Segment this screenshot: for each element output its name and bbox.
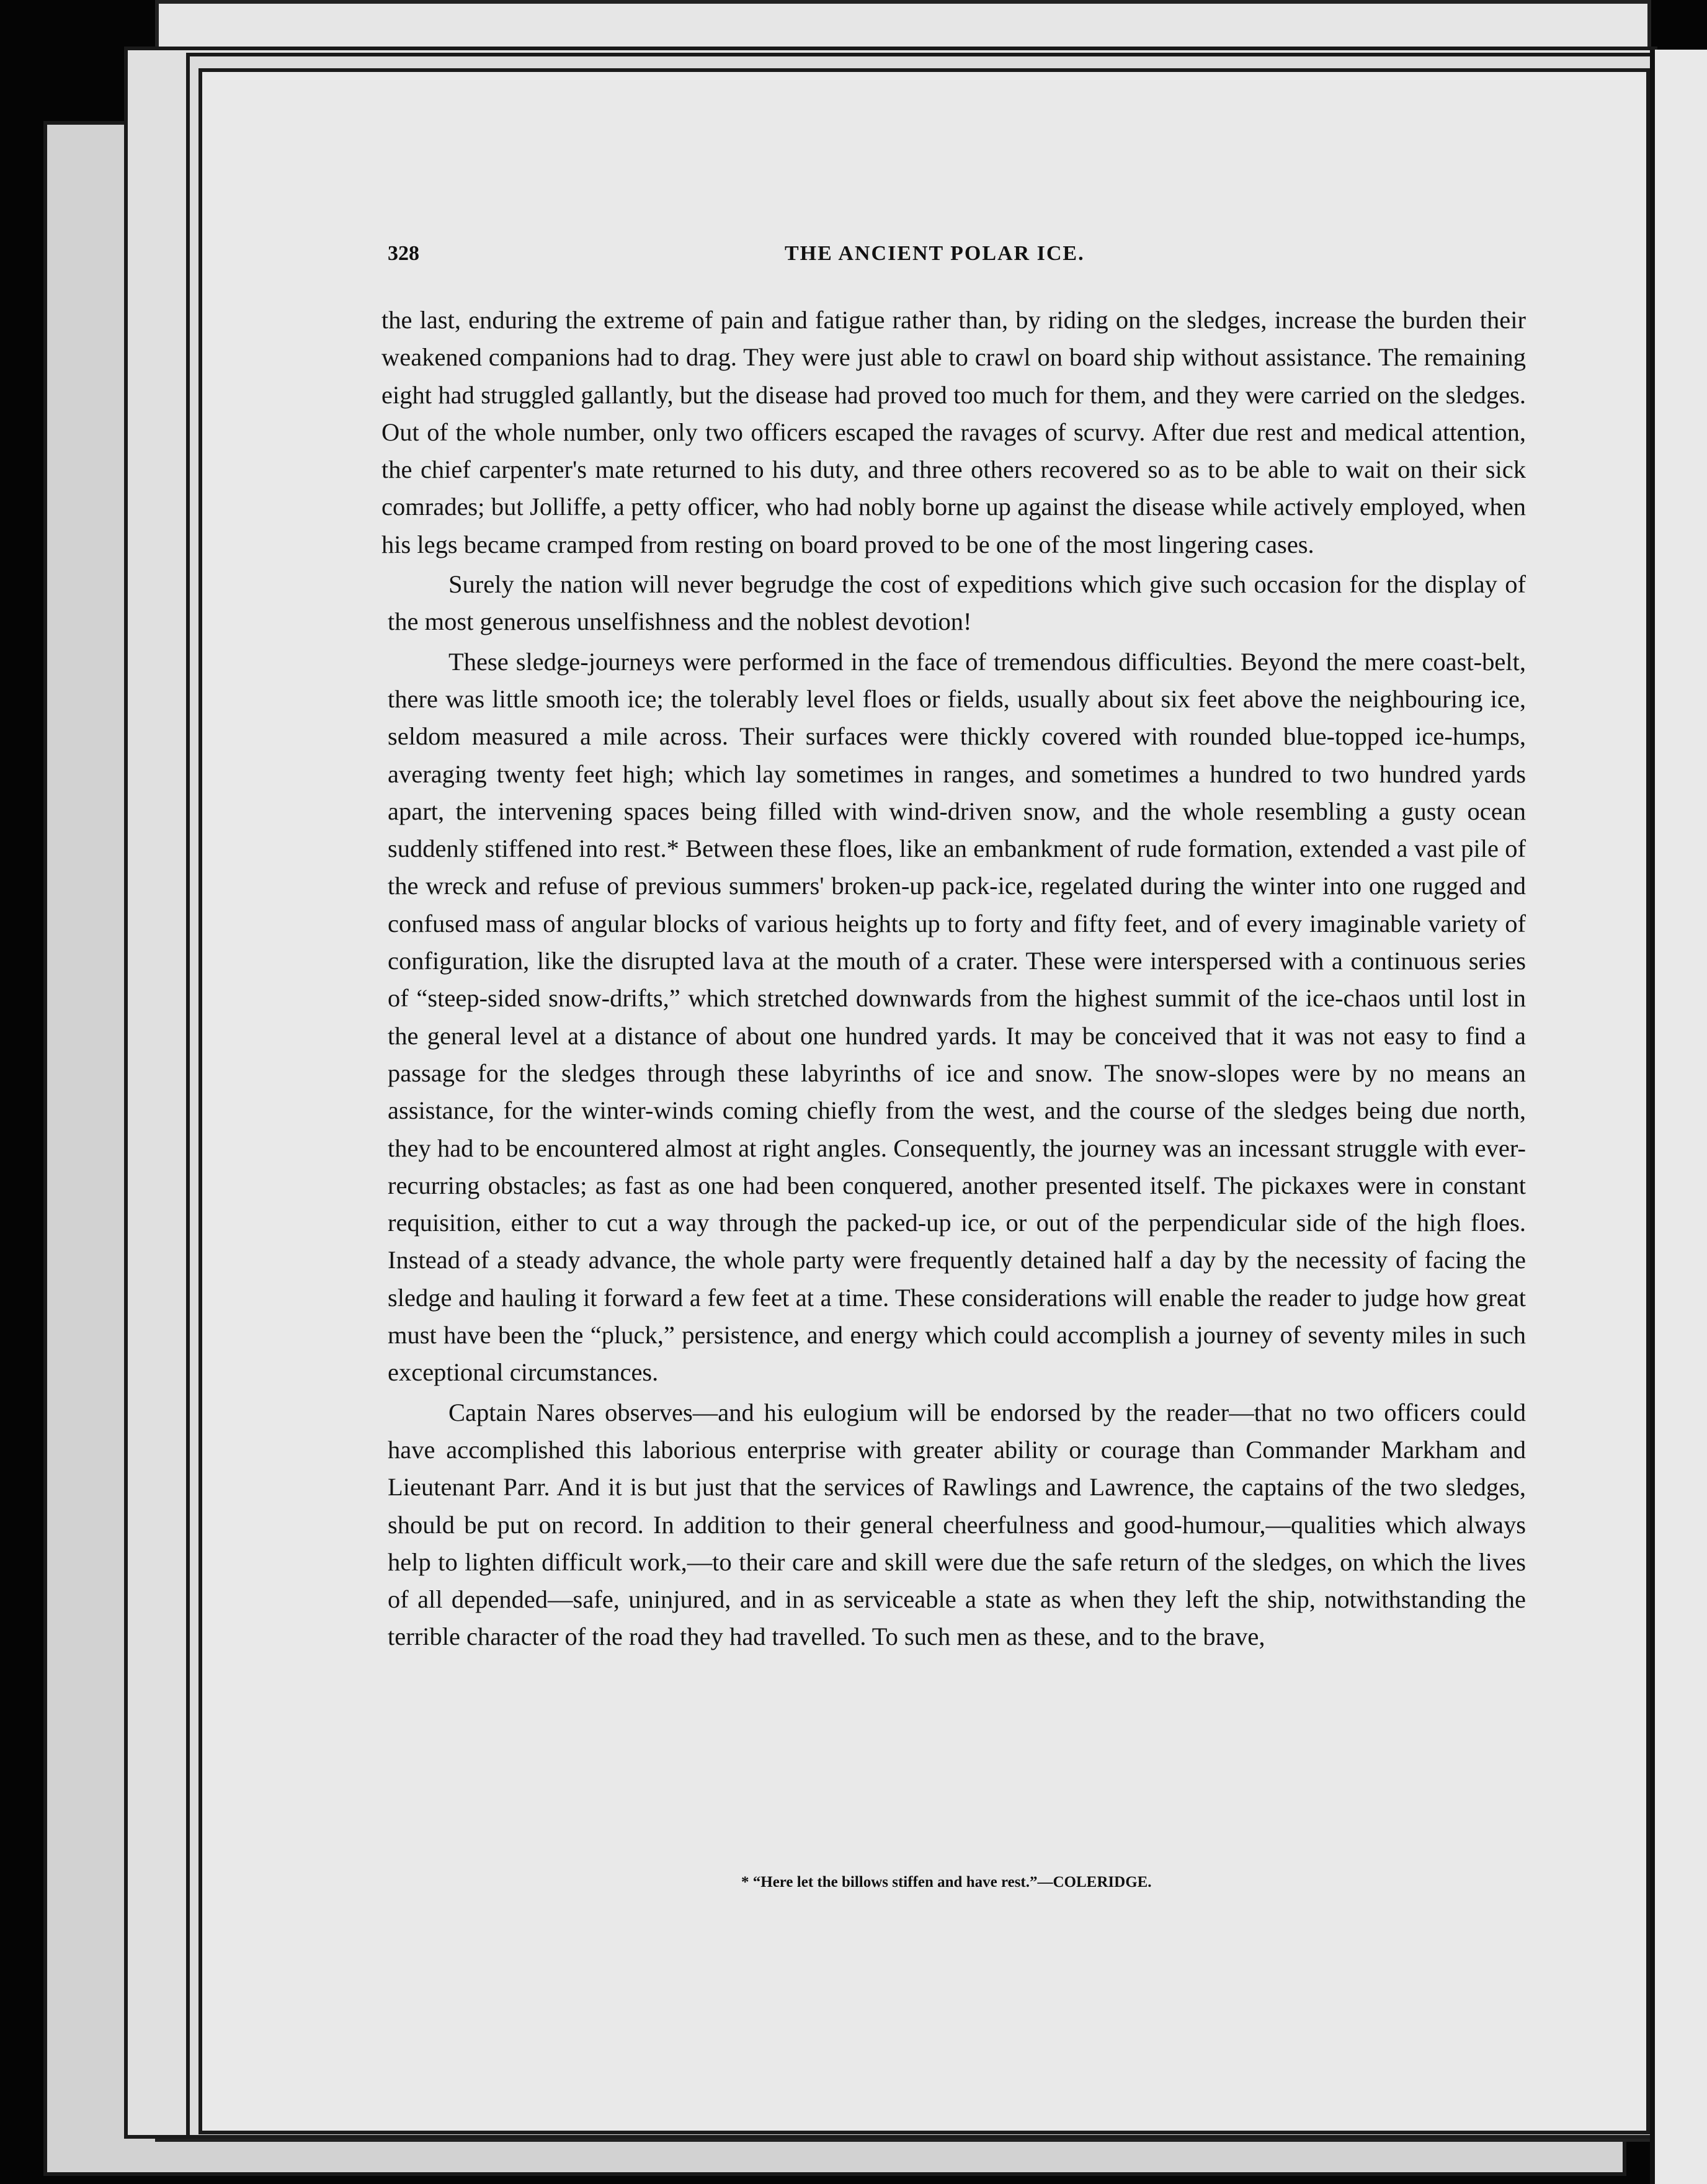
page-number: 328 bbox=[388, 242, 419, 265]
facing-page-edge bbox=[1650, 50, 1707, 2184]
paragraph: Captain Nares observes—and his eulogium will be endorsed by the reader—that no two officers could have accomplished this laborious enterprise with greater ability or courage than Commander Markham and Lieutenant Parr. And it is but just that the services of Rawlings and Lawrence, the captains of the two sledges, should be put on record. In addition to their general cheerfulness and good-humour,—qualities which always help to lighten difficult work,—to their care and skill were due the safe return of the sledges, on which the lives of all depended—safe, uninjured, and in as serviceable a state as when they left the ship, notwithstanding the terrible character of the road they had travelled. To such men as these, and to the brave, bbox=[388, 1398, 1526, 1651]
running-head bbox=[388, 242, 1707, 279]
paragraph: Surely the nation will never begrudge the cost of expeditions which give such occasion for the display of the most generous unselfishness and the noblest devotion! bbox=[388, 570, 1526, 636]
body-text bbox=[381, 302, 1526, 1658]
footnote: * “Here let the billows stiffen and have rest.”—COLERIDGE. bbox=[741, 1874, 1152, 1891]
paragraph: the last, enduring the extreme of pain and fatigue rather than, by riding on the sledges, increase the burden their weakened companions had to drag. They were just able to crawl on board ship without assistance. The remaining eight had struggled gallantly, but the disease had proved too much for them, and they were carried on the sledges. Out of the whole number, only two officers escaped the ravages of scurvy. After due rest and medical attention, the chief carpenter's mate returned to his duty, and three others recovered so as to be able to wait on their sick comrades; but Jolliffe, a petty officer, who had nobly borne up against the disease while actively employed, when his legs became cramped from resting on board proved to be one of the most lingering cases. bbox=[381, 306, 1526, 558]
paragraph: These sledge-journeys were performed in the face of tremendous difficulties. Beyond the mere coast-belt, there was little smooth ice; the tolerably level floes or fields, usually about six feet above the neighbouring ice, seldom measured a mile across. Their surfaces were thickly covered with rounded blue-topped ice-humps, averaging twenty feet high; which lay sometimes in ranges, and sometimes a hundred to two hundred yards apart, the intervening spaces being filled with wind-driven snow, and the whole resembling a gusty ocean suddenly stiffened into rest.* Between these floes, like an embankment of rude formation, extended a vast pile of the wreck and refuse of previous summers' broken-up pack-ice, regelated during the winter into one rugged and confused mass of angular blocks of various heights up to forty and fifty feet, and of every imaginable variety of configuration, like the disrupted lava at the mouth of a crater. These were interspersed with a continuous series of “steep-sided snow-drifts,” which stretched downwards from the highest summit of the ice-chaos until lost in the general level at a distance of about one hundred yards. It may be conceived that it was not easy to find a passage for the sledges through these labyrinths of ice and snow. The snow-slopes were by no means an assistance, for the winter-winds coming chiefly from the west, and the course of the sledges being due north, they had to be encountered almost at right angles. Consequently, the journey was an incessant struggle with ever-recurring obstacles; as fast as one had been conquered, another presented itself. The pickaxes were in constant requisition, either to cut a way through the packed-up ice, or out of the perpendicular side of the high floes. Instead of a steady advance, the whole party were frequently detained half a day by the necessity of facing the sledge and hauling it forward a few feet at a time. These considerations will enable the reader to judge how great must have been the “pluck,” persistence, and energy which could accomplish a journey of seventy miles in such exceptional circumstances. bbox=[388, 647, 1526, 1387]
running-title: THE ANCIENT POLAR ICE. bbox=[785, 242, 1085, 265]
